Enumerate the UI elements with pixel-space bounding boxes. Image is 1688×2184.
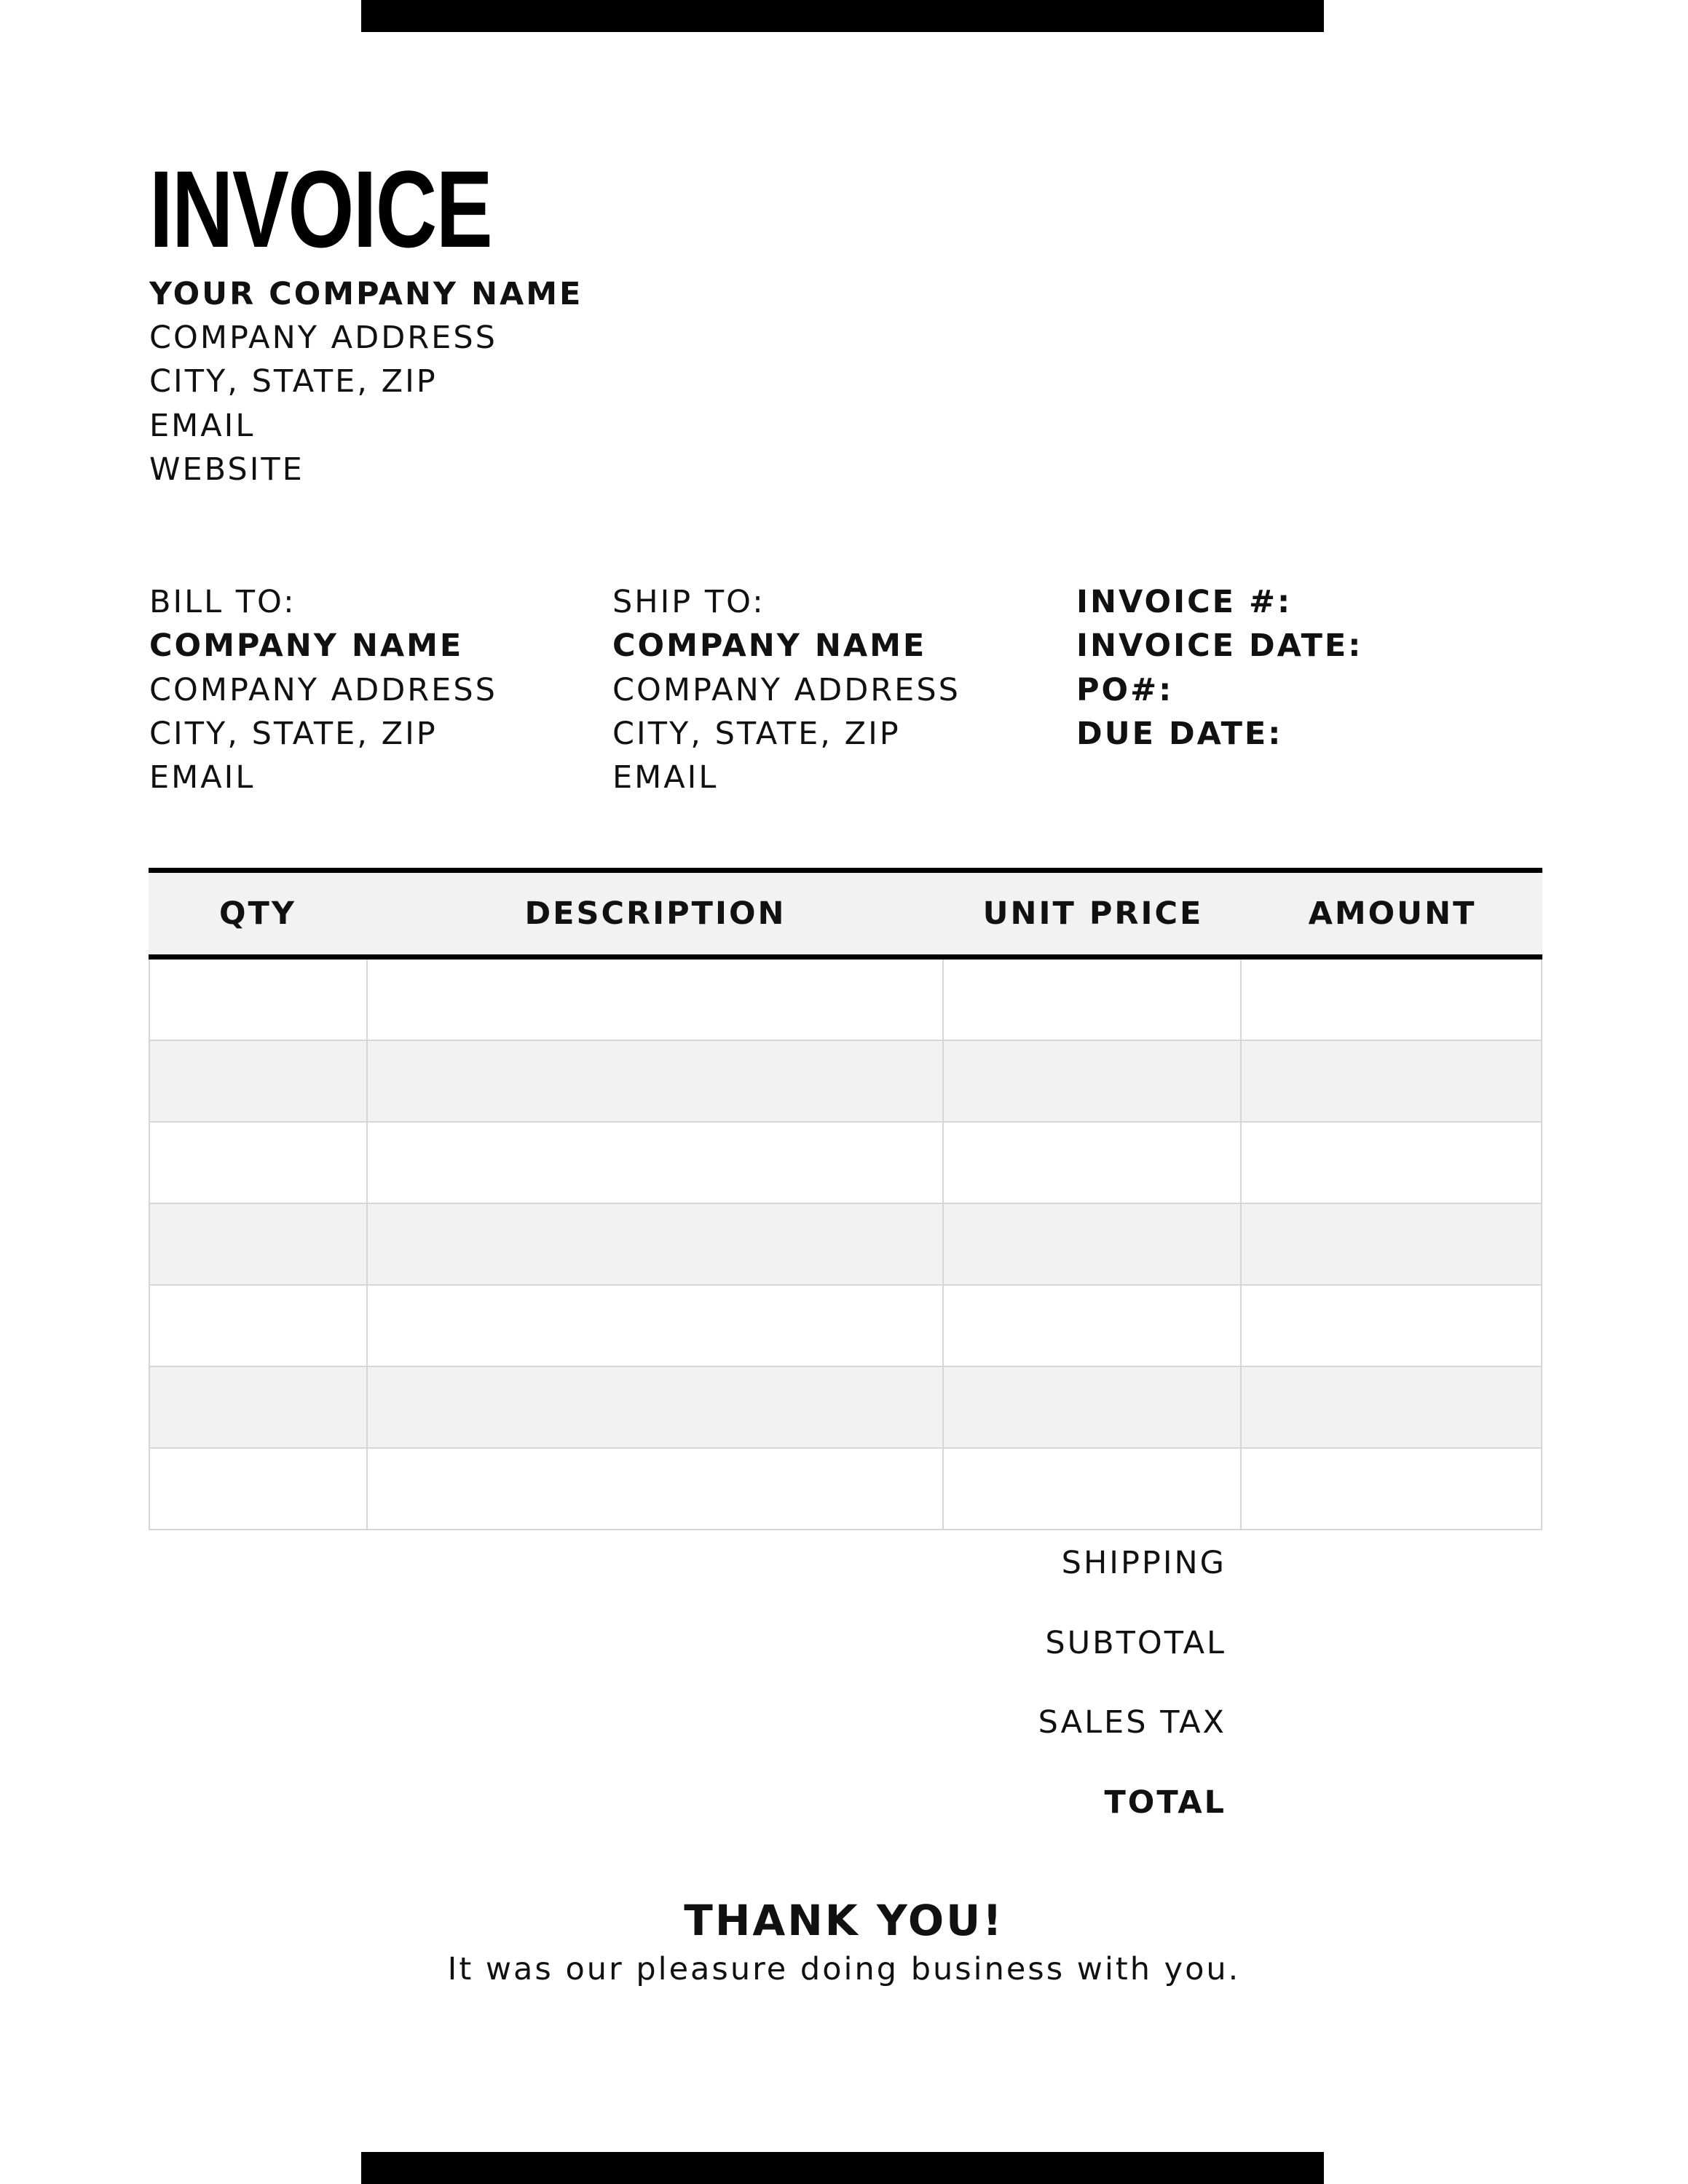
cell-qty[interactable]	[150, 1286, 368, 1366]
cell-description[interactable]	[368, 1123, 943, 1203]
sender-company-address: COMPANY ADDRESS	[149, 320, 497, 356]
table-row	[150, 1286, 1541, 1367]
ship-to-label: SHIP TO:	[612, 584, 765, 620]
cell-amount[interactable]	[1242, 1286, 1541, 1366]
po-number-label: PO#:	[1076, 672, 1174, 708]
header-amount: AMOUNT	[1308, 895, 1477, 932]
ship-to-company-name: COMPANY NAME	[612, 628, 927, 664]
thank-you-message: It was our pleasure doing business with you.	[447, 1951, 1241, 1987]
table-body	[149, 960, 1542, 1530]
top-decorative-bar	[361, 0, 1324, 32]
table-row	[150, 1449, 1541, 1530]
header-qty: QTY	[218, 895, 297, 932]
sales-tax-label: SALES TAX	[1038, 1704, 1226, 1741]
cell-qty[interactable]	[150, 1123, 368, 1203]
total-label: TOTAL	[1104, 1784, 1226, 1821]
table-row	[150, 1204, 1541, 1286]
sender-company-name: YOUR COMPANY NAME	[149, 276, 583, 312]
bill-to-city-state-zip: CITY, STATE, ZIP	[149, 716, 438, 752]
sender-website: WEBSITE	[149, 451, 304, 488]
cell-unit-price[interactable]	[944, 1286, 1242, 1366]
sender-city-state-zip: CITY, STATE, ZIP	[149, 363, 438, 400]
bill-to-email: EMAIL	[149, 759, 256, 796]
cell-qty[interactable]	[150, 1449, 368, 1529]
table-header	[149, 868, 1542, 960]
cell-amount[interactable]	[1242, 1123, 1541, 1203]
bill-to-label: BILL TO:	[149, 584, 296, 620]
header-description: DESCRIPTION	[524, 895, 786, 932]
invoice-title: INVOICE	[149, 148, 492, 270]
cell-qty[interactable]	[150, 1204, 368, 1284]
invoice-date-label: INVOICE DATE:	[1076, 628, 1363, 664]
thank-you-heading: THANK YOU!	[684, 1896, 1004, 1945]
cell-amount[interactable]	[1242, 1204, 1541, 1284]
cell-qty[interactable]	[150, 960, 368, 1040]
sender-email: EMAIL	[149, 408, 256, 444]
cell-description[interactable]	[368, 1367, 943, 1447]
cell-unit-price[interactable]	[944, 1041, 1242, 1121]
ship-to-email: EMAIL	[612, 759, 719, 796]
cell-description[interactable]	[368, 1041, 943, 1121]
cell-unit-price[interactable]	[944, 1123, 1242, 1203]
cell-amount[interactable]	[1242, 960, 1541, 1040]
cell-unit-price[interactable]	[944, 1449, 1242, 1529]
bill-to-company-name: COMPANY NAME	[149, 628, 464, 664]
ship-to-company-address: COMPANY ADDRESS	[612, 672, 961, 708]
cell-description[interactable]	[368, 1449, 943, 1529]
cell-amount[interactable]	[1242, 1367, 1541, 1447]
due-date-label: DUE DATE:	[1076, 716, 1283, 752]
cell-unit-price[interactable]	[944, 1367, 1242, 1447]
header-unit-price: UNIT PRICE	[982, 895, 1204, 932]
bottom-decorative-bar	[361, 2152, 1324, 2184]
cell-description[interactable]	[368, 1286, 943, 1366]
table-row	[150, 1041, 1541, 1123]
line-items-table	[149, 868, 1542, 1530]
invoice-number-label: INVOICE #:	[1076, 584, 1293, 620]
cell-description[interactable]	[368, 960, 943, 1040]
cell-qty[interactable]	[150, 1041, 368, 1121]
cell-qty[interactable]	[150, 1367, 368, 1447]
subtotal-label: SUBTOTAL	[1045, 1625, 1226, 1661]
cell-amount[interactable]	[1242, 1041, 1541, 1121]
cell-unit-price[interactable]	[944, 960, 1242, 1040]
shipping-label: SHIPPING	[1061, 1545, 1226, 1581]
bill-to-company-address: COMPANY ADDRESS	[149, 672, 497, 708]
cell-unit-price[interactable]	[944, 1204, 1242, 1284]
table-row	[150, 960, 1541, 1041]
table-row	[150, 1367, 1541, 1449]
ship-to-city-state-zip: CITY, STATE, ZIP	[612, 716, 901, 752]
cell-amount[interactable]	[1242, 1449, 1541, 1529]
table-row	[150, 1123, 1541, 1204]
cell-description[interactable]	[368, 1204, 943, 1284]
